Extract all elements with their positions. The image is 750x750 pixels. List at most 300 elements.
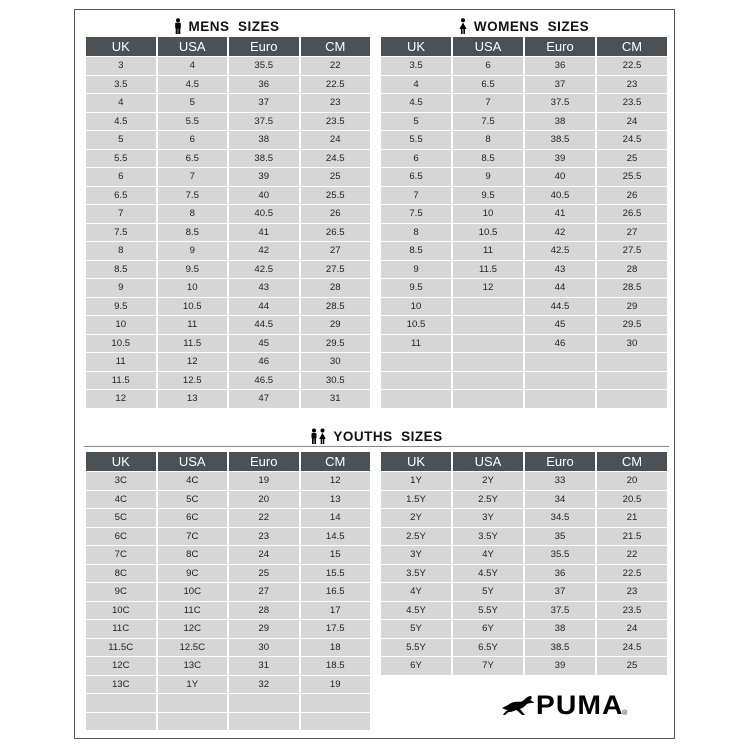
youths-right-cell: 20: [596, 472, 668, 491]
youths-right-cell: 6Y: [380, 657, 452, 676]
youths-left-cell: 19: [300, 675, 372, 694]
youths-left-cell: [300, 694, 372, 713]
mens-row: [85, 75, 371, 94]
mens-cell: 29: [300, 316, 372, 335]
womens-cell: [452, 334, 524, 353]
mens-cell: 7: [157, 168, 229, 187]
youths-left-cell: 6C: [85, 527, 157, 546]
youths-left-cell: 31: [228, 657, 300, 676]
youths-left-cell: 7C: [157, 527, 229, 546]
youths-right-cell: 4.5Y: [380, 601, 452, 620]
mens-cell: 12.5: [157, 371, 229, 390]
youths-right-row: [380, 564, 668, 583]
youths-divider: [84, 446, 669, 447]
womens-cell: [452, 353, 524, 372]
youths-left-cell: 17: [300, 601, 372, 620]
womens-cell: 5: [380, 112, 452, 131]
mens-row: [85, 112, 371, 131]
youths-right-cell: 22: [596, 546, 668, 565]
youths-right-cell: 4Y: [452, 546, 524, 565]
mens-cell: 45: [228, 334, 300, 353]
mens-cell: 28: [300, 279, 372, 298]
mens-cell: 47: [228, 390, 300, 409]
youths-left-cell: 18: [300, 638, 372, 657]
mens-cell: 4.5: [157, 75, 229, 94]
womens-row: [380, 186, 668, 205]
youths-right-cell: 24.5: [596, 638, 668, 657]
youths-left-cell: 11C: [85, 620, 157, 639]
mens-cell: 27.5: [300, 260, 372, 279]
youths-left-row: [85, 620, 371, 639]
mens-cell: 6: [157, 131, 229, 150]
youths-left-cell: 14: [300, 509, 372, 528]
youths-left-header-cell: UK: [85, 452, 157, 472]
womens-cell: 24.5: [596, 131, 668, 150]
womens-cell: [380, 371, 452, 390]
youths-left-cell: 12C: [85, 657, 157, 676]
womens-cell: 7.5: [452, 112, 524, 131]
womens-cell: [524, 390, 596, 409]
mens-cell: 39: [228, 168, 300, 187]
mens-cell: 25.5: [300, 186, 372, 205]
youths-left-row: [85, 509, 371, 528]
mens-cell: 38: [228, 131, 300, 150]
youths-left-cell: 22: [228, 509, 300, 528]
mens-cell: 11: [85, 353, 157, 372]
youths-left-row: [85, 527, 371, 546]
womens-cell: 3.5: [380, 57, 452, 76]
womens-cell: 8: [380, 223, 452, 242]
mens-row: [85, 57, 371, 76]
youths-left-cell: 10C: [157, 583, 229, 602]
youths-right-cell: 25: [596, 657, 668, 676]
womens-cell: 38: [524, 112, 596, 131]
womens-cell: 26: [596, 186, 668, 205]
youths-right-row: [380, 657, 668, 676]
youths-left-cell: 7C: [85, 546, 157, 565]
womens-cell: 44: [524, 279, 596, 298]
womens-sizes-label: WOMENS SIZES: [473, 18, 590, 34]
youths-right-cell: 6Y: [452, 620, 524, 639]
womens-cell: 9: [380, 260, 452, 279]
womens-cell: [452, 316, 524, 335]
mens-row: [85, 168, 371, 187]
youths-left-cell: [85, 712, 157, 731]
womens-row: [380, 334, 668, 353]
mens-row: [85, 334, 371, 353]
womens-cell: 6: [452, 57, 524, 76]
youths-left-header-row: [85, 452, 371, 472]
mens-cell: 4.5: [85, 112, 157, 131]
youths-left-cell: 12C: [157, 620, 229, 639]
youths-right-header-row: [380, 452, 668, 472]
womens-row: [380, 75, 668, 94]
womens-row: [380, 390, 668, 409]
womens-row: [380, 279, 668, 298]
womens-cell: 27: [596, 223, 668, 242]
youths-right-header-cell: UK: [380, 452, 452, 472]
youths-left-row: [85, 638, 371, 657]
mens-cell: 42.5: [228, 260, 300, 279]
mens-cell: 11.5: [85, 371, 157, 390]
womens-cell: 11: [452, 242, 524, 261]
youths-right-cell: 3.5Y: [380, 564, 452, 583]
womens-row: [380, 371, 668, 390]
youths-right-cell: 1Y: [380, 472, 452, 491]
youths-right-cell: 38: [524, 620, 596, 639]
mens-row: [85, 371, 371, 390]
womens-cell: 37.5: [524, 94, 596, 113]
mens-cell: 11: [157, 316, 229, 335]
mens-cell: 6.5: [85, 186, 157, 205]
youths-right-row: [380, 620, 668, 639]
womens-cell: 37: [524, 75, 596, 94]
womens-cell: 27.5: [596, 242, 668, 261]
womens-cell: 9: [452, 168, 524, 187]
womens-row: [380, 168, 668, 187]
womens-row: [380, 94, 668, 113]
womens-cell: [452, 390, 524, 409]
womens-row: [380, 316, 668, 335]
womens-header-cell: UK: [380, 37, 452, 57]
mens-cell: 10.5: [85, 334, 157, 353]
youths-left-row: [85, 472, 371, 491]
womens-cell: 46: [524, 334, 596, 353]
mens-header-cell: UK: [85, 37, 157, 57]
youths-left-cell: [300, 712, 372, 731]
youths-left-cell: 13C: [85, 675, 157, 694]
womens-cell: 6.5: [380, 168, 452, 187]
youths-right-header-cell: USA: [452, 452, 524, 472]
youths-left-row: [85, 712, 371, 731]
womens-cell: 8.5: [380, 242, 452, 261]
womens-cell: 22.5: [596, 57, 668, 76]
youths-right-cell: 21.5: [596, 527, 668, 546]
womens-cell: 45: [524, 316, 596, 335]
youths-sizes-title: [84, 425, 669, 447]
youths-right-row: [380, 472, 668, 491]
mens-row: [85, 149, 371, 168]
womens-cell: 23: [596, 75, 668, 94]
mens-cell: 5: [157, 94, 229, 113]
youths-left-cell: 28: [228, 601, 300, 620]
youths-left-cell: [157, 694, 229, 713]
youths-left-cell: 24: [228, 546, 300, 565]
youths-left-header-cell: USA: [157, 452, 229, 472]
mens-row: [85, 131, 371, 150]
mens-cell: 23.5: [300, 112, 372, 131]
womens-cell: [524, 371, 596, 390]
youths-left-cell: 18.5: [300, 657, 372, 676]
womens-cell: 30: [596, 334, 668, 353]
womens-cell: 29.5: [596, 316, 668, 335]
mens-cell: 6: [85, 168, 157, 187]
womens-cell: 8.5: [452, 149, 524, 168]
youths-left-cell: 27: [228, 583, 300, 602]
mens-cell: 7.5: [157, 186, 229, 205]
youths-left-cell: 32: [228, 675, 300, 694]
youths-right-cell: 5Y: [452, 583, 524, 602]
womens-cell: 6.5: [452, 75, 524, 94]
womens-cell: 43: [524, 260, 596, 279]
youths-left-row: [85, 490, 371, 509]
mens-cell: 9.5: [157, 260, 229, 279]
woman-icon: [458, 18, 468, 34]
youths-right-cell: 37: [524, 583, 596, 602]
mens-cell: 3.5: [85, 75, 157, 94]
mens-cell: 24: [300, 131, 372, 150]
mens-cell: 41: [228, 223, 300, 242]
youths-right-row: [380, 601, 668, 620]
womens-header-cell: USA: [452, 37, 524, 57]
youths-right-cell: 20.5: [596, 490, 668, 509]
youths-left-header-cell: CM: [300, 452, 372, 472]
youths-left-cell: 11C: [157, 601, 229, 620]
mens-sizes-label: MENS SIZES: [188, 18, 280, 34]
mens-cell: 8.5: [85, 260, 157, 279]
womens-row: [380, 260, 668, 279]
youths-right-cell: 34.5: [524, 509, 596, 528]
youths-right-cell: 35.5: [524, 546, 596, 565]
mens-row: [85, 390, 371, 409]
womens-cell: [452, 371, 524, 390]
youths-right-cell: 2.5Y: [452, 490, 524, 509]
youths-left-cell: 16.5: [300, 583, 372, 602]
womens-cell: 10.5: [380, 316, 452, 335]
mens-cell: 13: [157, 390, 229, 409]
mens-cell: 30.5: [300, 371, 372, 390]
womens-cell: 10.5: [452, 223, 524, 242]
mens-header-cell: Euro: [228, 37, 300, 57]
youths-left-cell: [228, 694, 300, 713]
mens-cell: 9: [157, 242, 229, 261]
youths-left-cell: 14.5: [300, 527, 372, 546]
mens-cell: 10: [85, 316, 157, 335]
youths-right-cell: 1.5Y: [380, 490, 452, 509]
youths-left-row: [85, 657, 371, 676]
mens-row: [85, 260, 371, 279]
youths-left-cell: 8C: [85, 564, 157, 583]
womens-cell: [380, 353, 452, 372]
youths-sizes-label: YOUTHS SIZES: [333, 428, 443, 444]
mens-sizes-title: [84, 15, 370, 37]
womens-row: [380, 149, 668, 168]
youths-left-cell: 9C: [157, 564, 229, 583]
womens-cell: 10: [452, 205, 524, 224]
puma-logo: [480, 681, 648, 729]
mens-row: [85, 205, 371, 224]
womens-cell: 7: [380, 186, 452, 205]
youths-right-cell: 6.5Y: [452, 638, 524, 657]
mens-cell: 27: [300, 242, 372, 261]
womens-cell: 5.5: [380, 131, 452, 150]
mens-cell: 28.5: [300, 297, 372, 316]
mens-cell: 4: [157, 57, 229, 76]
mens-header-cell: CM: [300, 37, 372, 57]
womens-cell: 12: [452, 279, 524, 298]
youths-right-cell: 37.5: [524, 601, 596, 620]
youths-left-cell: 13C: [157, 657, 229, 676]
womens-row: [380, 112, 668, 131]
womens-size-table: [379, 37, 669, 409]
womens-cell: 28.5: [596, 279, 668, 298]
womens-row: [380, 242, 668, 261]
womens-cell: 28: [596, 260, 668, 279]
youths-left-cell: 15: [300, 546, 372, 565]
mens-cell: 42: [228, 242, 300, 261]
youths-right-cell: 3Y: [380, 546, 452, 565]
youths-left-row: [85, 601, 371, 620]
mens-cell: 35.5: [228, 57, 300, 76]
youths-right-row: [380, 509, 668, 528]
mens-cell: 36: [228, 75, 300, 94]
mens-cell: 22.5: [300, 75, 372, 94]
youths-left-row: [85, 694, 371, 713]
womens-header-row: [380, 37, 668, 57]
womens-cell: 25.5: [596, 168, 668, 187]
puma-wordmark: PUMA: [535, 689, 624, 720]
womens-header-cell: CM: [596, 37, 668, 57]
mens-cell: 23: [300, 94, 372, 113]
youths-right-row: [380, 490, 668, 509]
mens-row: [85, 279, 371, 298]
youths-left-cell: 13: [300, 490, 372, 509]
youths-right-header-cell: Euro: [524, 452, 596, 472]
womens-cell: 40.5: [524, 186, 596, 205]
womens-sizes-title: [380, 15, 667, 37]
registered-mark: ®: [622, 710, 628, 717]
mens-cell: 25: [300, 168, 372, 187]
womens-cell: 11: [380, 334, 452, 353]
mens-cell: 5: [85, 131, 157, 150]
womens-cell: [596, 353, 668, 372]
youths-left-row: [85, 583, 371, 602]
youths-right-cell: 7Y: [452, 657, 524, 676]
youths-left-row: [85, 675, 371, 694]
womens-cell: 26.5: [596, 205, 668, 224]
womens-cell: 42: [524, 223, 596, 242]
womens-cell: [452, 297, 524, 316]
womens-header-cell: Euro: [524, 37, 596, 57]
mens-row: [85, 94, 371, 113]
mens-row: [85, 242, 371, 261]
youths-right-cell: 3Y: [452, 509, 524, 528]
mens-cell: 29.5: [300, 334, 372, 353]
youths-left-cell: [157, 712, 229, 731]
mens-cell: 12: [157, 353, 229, 372]
mens-cell: 5.5: [157, 112, 229, 131]
mens-row: [85, 316, 371, 335]
womens-cell: 44.5: [524, 297, 596, 316]
womens-cell: 9.5: [380, 279, 452, 298]
youths-right-cell: 2.5Y: [380, 527, 452, 546]
womens-cell: 36: [524, 57, 596, 76]
youths-right-cell: 4Y: [380, 583, 452, 602]
youths-left-cell: 10C: [85, 601, 157, 620]
youths-right-cell: 36: [524, 564, 596, 583]
youths-left-cell: 3C: [85, 472, 157, 491]
youths-right-cell: 38.5: [524, 638, 596, 657]
youths-right-cell: 34: [524, 490, 596, 509]
youths-right-cell: 2Y: [380, 509, 452, 528]
mens-row: [85, 297, 371, 316]
youths-right-row: [380, 638, 668, 657]
mens-cell: 11.5: [157, 334, 229, 353]
womens-cell: [524, 353, 596, 372]
youths-left-cell: 1Y: [157, 675, 229, 694]
puma-cat-icon: [501, 694, 535, 716]
youths-left-cell: 9C: [85, 583, 157, 602]
youths-left-row: [85, 564, 371, 583]
youths-left-cell: 19: [228, 472, 300, 491]
youths-left-cell: 20: [228, 490, 300, 509]
womens-row: [380, 205, 668, 224]
mens-header-row: [85, 37, 371, 57]
mens-cell: 37: [228, 94, 300, 113]
youths-right-cell: 5.5Y: [452, 601, 524, 620]
mens-row: [85, 223, 371, 242]
mens-cell: 37.5: [228, 112, 300, 131]
youths-right-cell: 21: [596, 509, 668, 528]
mens-cell: 9.5: [85, 297, 157, 316]
mens-cell: 31: [300, 390, 372, 409]
mens-cell: 24.5: [300, 149, 372, 168]
mens-cell: 46: [228, 353, 300, 372]
mens-cell: 12: [85, 390, 157, 409]
mens-row: [85, 186, 371, 205]
youths-right-row: [380, 527, 668, 546]
womens-cell: 8: [452, 131, 524, 150]
mens-cell: 10: [157, 279, 229, 298]
womens-cell: 29: [596, 297, 668, 316]
mens-size-table: [84, 37, 372, 409]
youths-size-table-right: [379, 452, 669, 676]
mens-cell: 10.5: [157, 297, 229, 316]
mens-cell: 26.5: [300, 223, 372, 242]
womens-cell: 10: [380, 297, 452, 316]
youths-left-cell: 4C: [85, 490, 157, 509]
youths-right-cell: 23.5: [596, 601, 668, 620]
youths-right-cell: 24: [596, 620, 668, 639]
womens-cell: 41: [524, 205, 596, 224]
womens-cell: 42.5: [524, 242, 596, 261]
youths-right-cell: 33: [524, 472, 596, 491]
mens-cell: 44.5: [228, 316, 300, 335]
mens-cell: 43: [228, 279, 300, 298]
mens-cell: 40: [228, 186, 300, 205]
mens-cell: 5.5: [85, 149, 157, 168]
youths-left-cell: 6C: [157, 509, 229, 528]
youths-left-cell: 17.5: [300, 620, 372, 639]
youths-left-cell: 12.5C: [157, 638, 229, 657]
mens-cell: 44: [228, 297, 300, 316]
youths-left-cell: 30: [228, 638, 300, 657]
youths-left-cell: [228, 712, 300, 731]
youths-size-table-left: [84, 452, 372, 731]
mens-cell: 40.5: [228, 205, 300, 224]
youths-right-row: [380, 546, 668, 565]
mens-cell: 46.5: [228, 371, 300, 390]
youths-left-cell: 29: [228, 620, 300, 639]
womens-cell: 4: [380, 75, 452, 94]
youths-right-cell: 22.5: [596, 564, 668, 583]
youths-left-cell: 11.5C: [85, 638, 157, 657]
womens-cell: 9.5: [452, 186, 524, 205]
womens-cell: [596, 371, 668, 390]
womens-cell: 4.5: [380, 94, 452, 113]
youths-right-cell: 39: [524, 657, 596, 676]
youths-right-cell: 5.5Y: [380, 638, 452, 657]
